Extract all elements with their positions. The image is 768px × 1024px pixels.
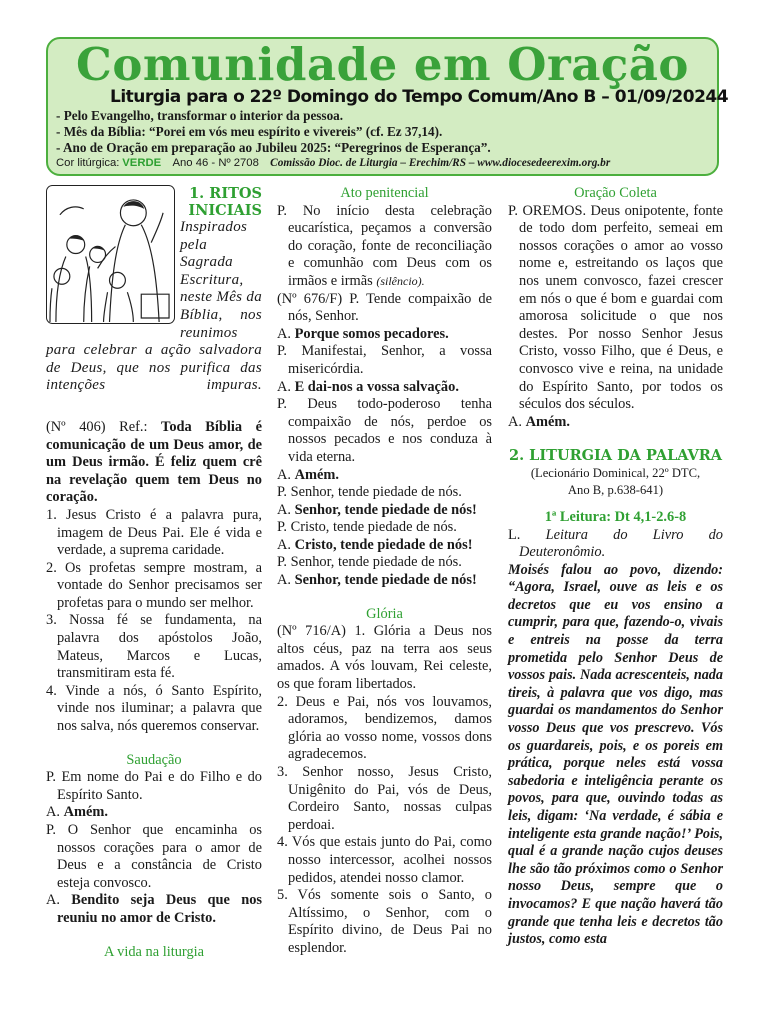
kyrie-priest-3: P. Senhor, tende piedade de nós. [277,554,462,571]
first-reading-heading: 1ª Leitura: Dt 4,1-2.6-8 [544,508,687,525]
oracao-coleta-heading: Oração Coleta [574,185,657,201]
gloria-verse-4: 4. Vós que estais junto do Pai, como nosso intercessor, acolhei nossos pedidos, atendei nosso clamor. [277,834,492,886]
kyrie-priest-2: P. Cristo, tende piedade de nós. [277,519,457,536]
jesus-preaching-illustration [46,185,175,324]
saudacao-priest-1: P. Em nome do Pai e do Filho e do Espírito Santo. [46,769,262,803]
liturgical-color-value: VERDE [122,157,162,169]
saudacao-response-1: A. Amém. [46,804,108,821]
opening-song [46,419,262,507]
gloria-verse-3: 3. Senhor nosso, Jesus Cristo, Unigênito do Pai, vós de Deus, Cordeiro Santo, nossas culpas perdoai. [277,764,492,833]
gloria-verse-2: 2. Deus e Pai, nós vos louvamos, adoramos, bendizemos, damos glória ao vosso nome, vossos dons agradecemos. [277,693,492,763]
ato-priest-1: P. No início desta celebração eucarística, peçamos a conversão do coração, fonte de reconciliação e comunhão com Deus com os irmãos e irmãs (silêncio). [277,202,492,289]
kyrie-response-2: A. Cristo, tende piedade de nós! [277,536,473,553]
publisher-info: Comissão Dioc. de Liturgia – Erechim/RS – www.diocesedeerexim.org.br [270,157,611,169]
section-1-title-b: INICIAIS [188,202,262,219]
gloria-heading: Glória [366,605,403,622]
reading-intro: L. Leitura do Livro do Deuteronômio. [508,526,723,561]
vida-liturgia-heading: A vida na liturgia [103,943,205,960]
ato-priest-3: P. Manifestai, Senhor, a vossa misericórdia. [277,343,492,377]
kyrie-response-3: A. Senhor, tende piedade de nós! [277,572,477,589]
kyrie-response-1: A. Senhor, tende piedade de nós! [277,501,477,518]
ato-response-3: A. Amém. [277,466,339,483]
ato-priest-4: P. Deus todo-poderoso tenha compaixão de nós, perdoe os nossos pecados e nos conduza à vida eterna. [277,396,492,465]
saudacao-response-2: A. Bendito seja Deus que nos reuniu no amor de Cristo. [46,892,263,926]
ato-response-2: A. E dai-nos a vossa salvação. [277,378,459,395]
song-refrain: Toda Bíblia é comunicação de um Deus amor, de um Deus irmão. É feliz quem crê na revelação quem tem Deus no coração. [46,418,262,506]
song-verse-1: 1. Jesus Cristo é a palavra pura, imagem de Deus Pai. Ele é vida e verdade, a suprema caridade. [46,506,262,559]
saudacao-heading: Saudação [126,751,182,768]
song-verse-3: 3. Nossa fé se fundamenta, na palavra dos apóstolos João, Mateus, Marcos e Lucas, transmitiram esta fé. [46,612,262,682]
page-title: Comunidade em Oração [76,38,689,91]
gloria-verse-5: 5. Vós somente sois o Santo, o Altíssimo, o Senhor, com o Espírito divino, de Deus Pai no esplendor. [277,887,492,956]
ato-response-1: A. Porque somos pecadores. [277,325,449,342]
gloria-verse-1: (Nº 716/A) 1. Glória a Deus nos altos céus, paz na terra aos seus amados. A vós louvam, Rei celeste, os que foram libertados. [277,623,492,693]
header-line-2: - Mês da Bíblia: “Porei em vós meu espírito e vivereis” (cf. Ez 37,14). [56,124,443,139]
liturgical-color-label: Cor litúrgica: [56,157,120,169]
page-subtitle: Liturgia para o 22º Domingo do Tempo Comum/Ano B – 01/09/20244 [110,87,729,107]
column-3 [508,185,723,949]
column-2 [277,185,492,958]
kyrie-priest-1: P. Senhor, tende piedade de nós. [277,484,462,501]
ato-penitencial-heading: Ato penitencial [340,185,429,201]
header-line-1: - Pelo Evangelho, transformar o interior da pessoa. [56,108,344,123]
saudacao-priest-2: P. O Senhor que encaminha os nossos corações para o amor de Deus e a constância de Cristo esteja convosco. [46,822,262,891]
song-reference: (Nº 406) Ref.: [46,418,162,435]
header-banner [46,37,729,176]
intro-text: Inspirados pela Sagrada Escritura, neste Mês da Bíblia, nos reunimos para celebrar a ação salvadora de Deus, que nos purifica das intenções impuras. [46,219,262,394]
lecionario-ref: (Lecionário Dominical, 22º DTC, Ano B, p.638-641) [530,465,701,497]
coleta-text: P. OREMOS. Deus onipotente, fonte de todo dom perfeito, semeai em nossos corações o amor ao vosso nome e, estreitando os laços que nos unem convosco, fazei crescer em nós o que é bom e guardai com amorosa solicitude o que nos destes. Por nosso Senhor Jesus Cristo, vosso Filho, que é Deus, e convosco vive e reina, na unidade do Espírito Santo, por todos os séculos dos séculos. [508,202,723,413]
ato-priest-2: (Nº 676/F) P. Tende compaixão de nós, Senhor. [277,290,492,325]
song-verse-2: 2. Os profetas sempre mostram, a vontade do Senhor precisamos ser profetas para o mundo ser melhor. [46,559,262,611]
section-2-title: 2. LITURGIA DA PALAVRA [508,447,723,465]
song-verse-4: 4. Vinde a nós, ó Santo Espírito, vinde nos iluminar; a palavra que nos salva, nós queremos conservar. [46,682,262,735]
edition-info: Ano 46 - Nº 2708 [172,157,259,169]
column-1 [46,185,262,961]
coleta-response: A. Amém. [508,413,570,430]
header-line-3: - Ano de Oração em preparação ao Jubileu 2025: “Peregrinos de Esperança”. [56,140,491,155]
section-1-title-a: 1. RITOS [189,185,262,202]
reading-text: Moisés falou ao povo, dizendo: “Agora, Israel, ouve as leis e os decretos que eu vos ensino a cumprir, para que, fazendo-o, vivais e entreis na posse da terra prometida pelo Senhor Deus de vossos pais. Nada acrescenteis, nada tireis, à palavra que vos digo, mas guardai os mandamentos do Senhor vosso Deus que vos prescrevo. Vós os guardareis, pois, e os poreis em prática, porque neles está vossa sabedoria e inteligência perante os povos, para que, ouvindo todas as leis, digam: ‘Na verdade, é sábia e inteligente esta grande nação!’ Pois, qual é a grande nação cujos deuses lhe são tão próximos como o Senhor nosso Deus, sempre que o invocamos? E que nação haverá tão grande que tenha leis e decretos tão justos, como esta [508,561,723,948]
header-footer [56,157,610,169]
